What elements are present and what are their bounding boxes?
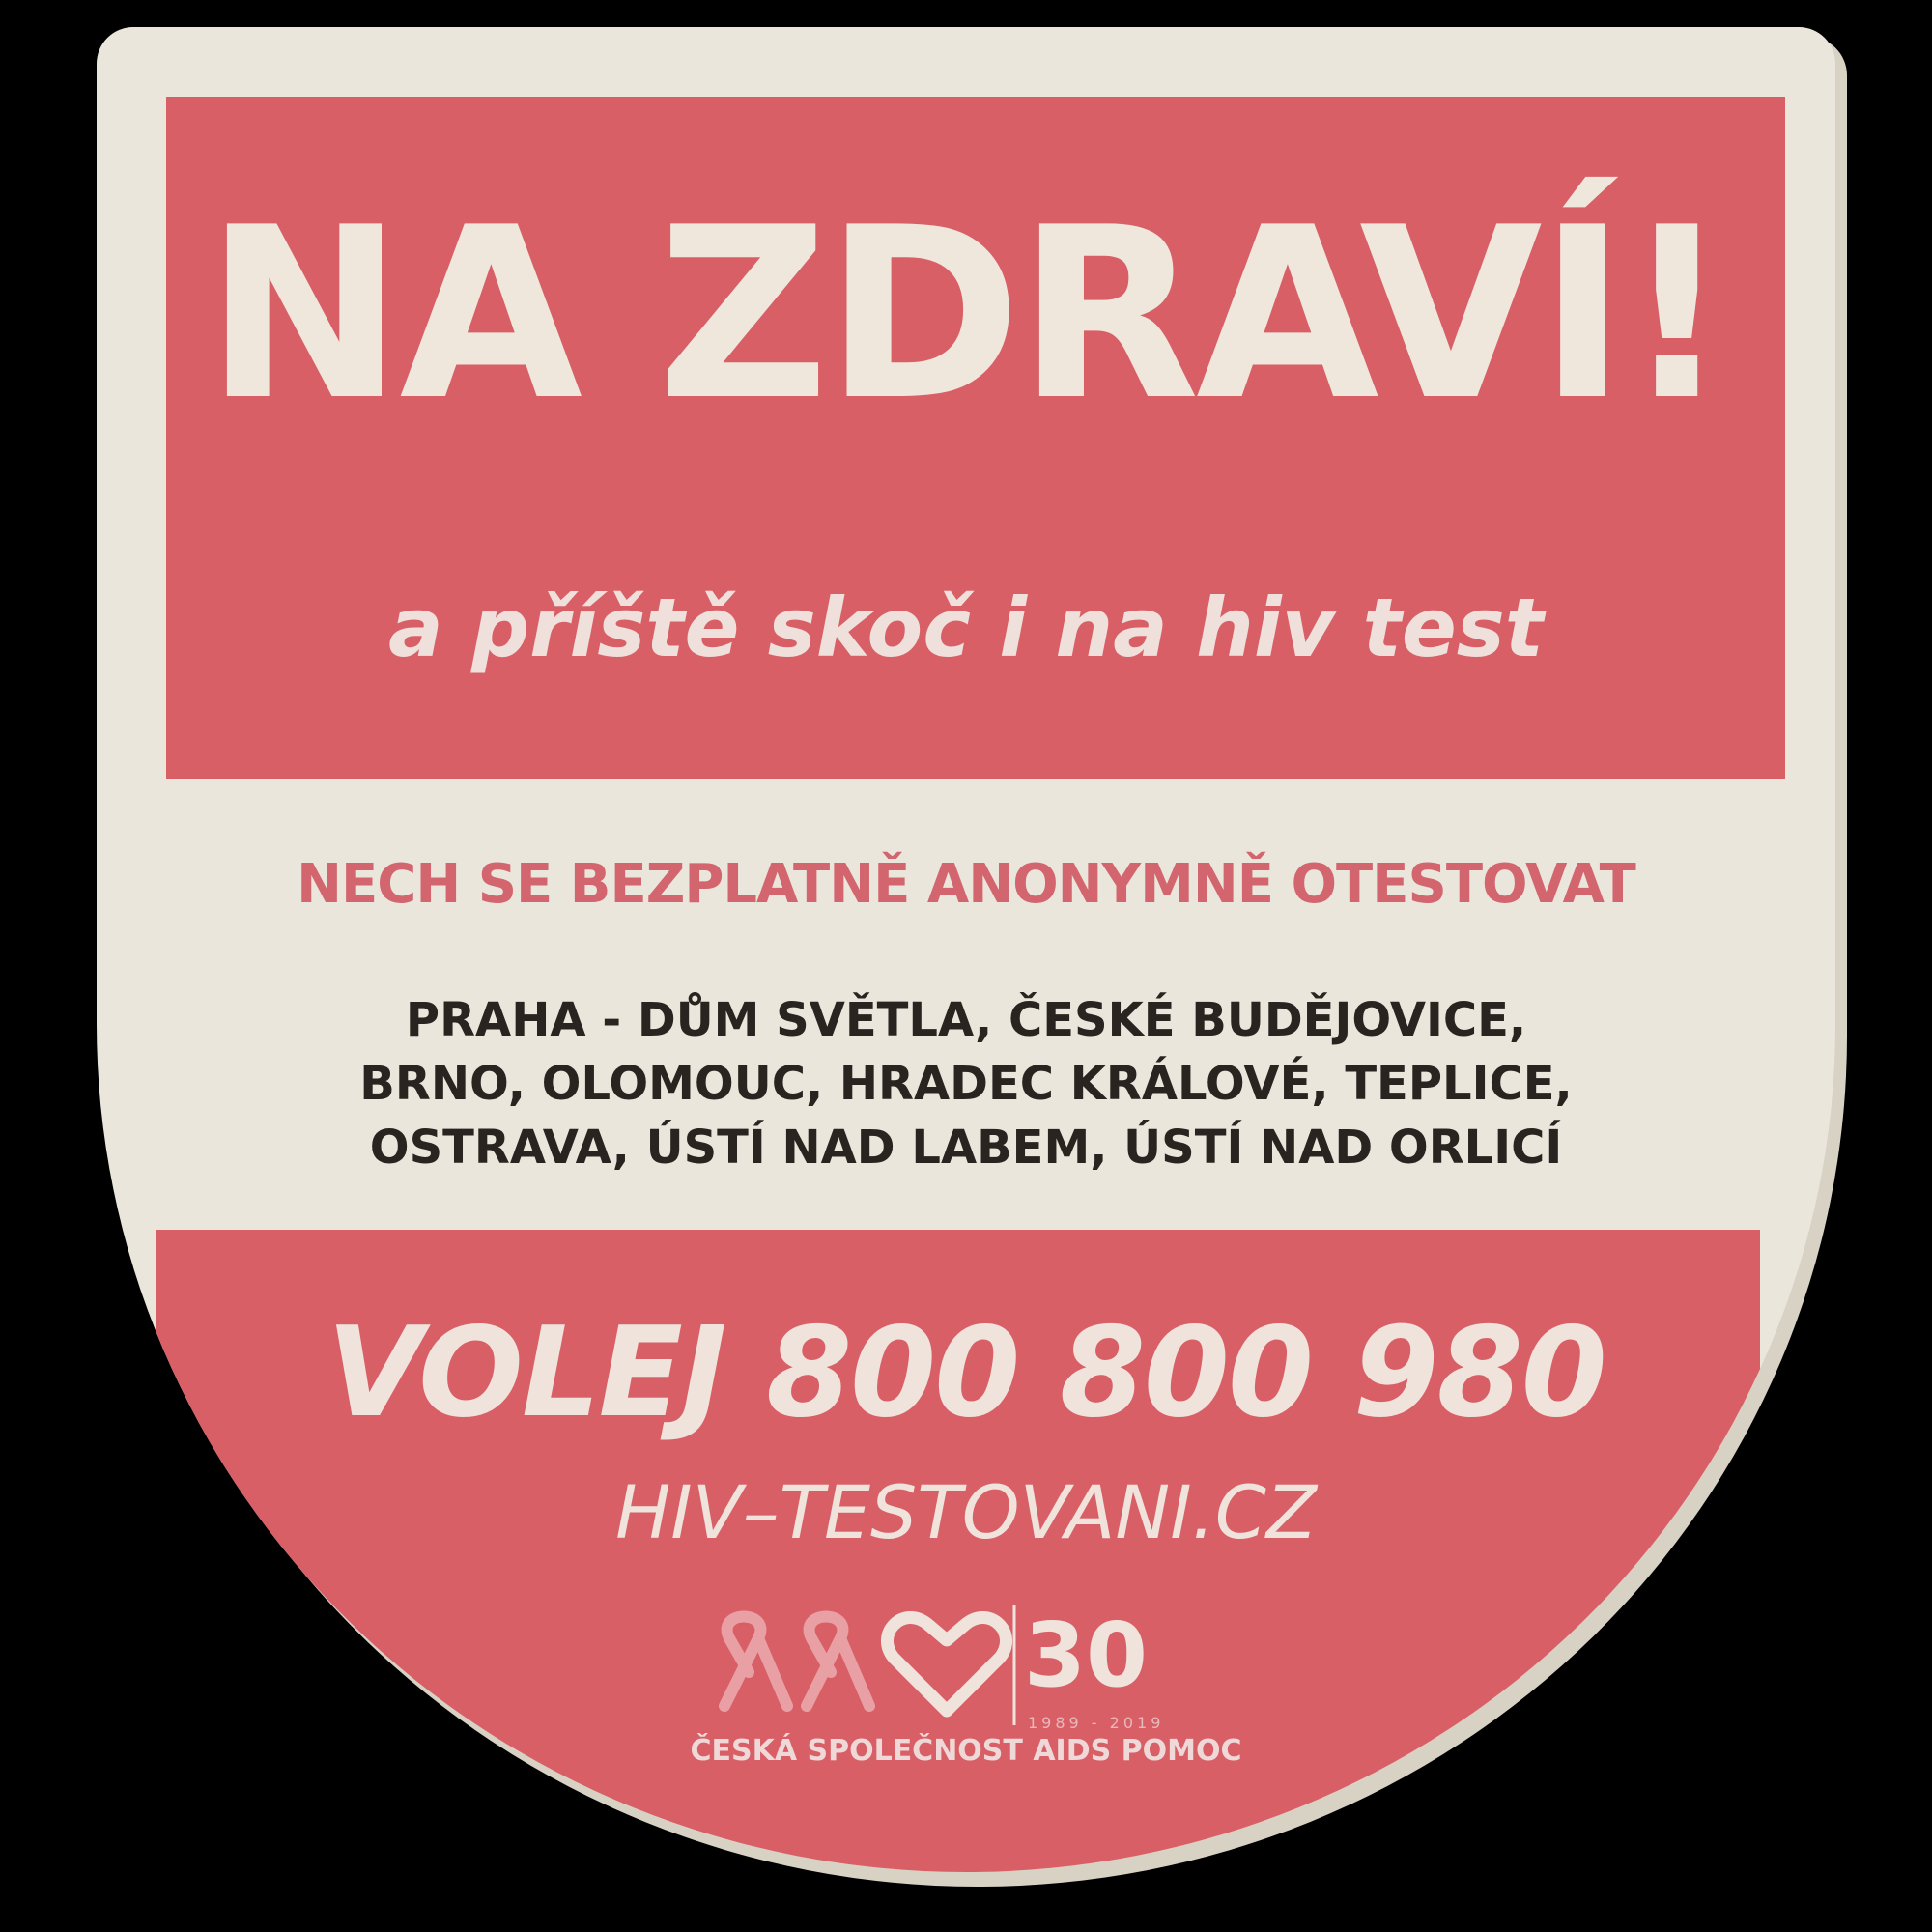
ribbon-icon — [807, 1617, 869, 1707]
city-list — [97, 988, 1835, 1179]
city-line: OSTRAVA, ÚSTÍ NAD LABEM, ÚSTÍ NAD ORLICÍ — [369, 1121, 1563, 1175]
call-to-action: NECH SE BEZPLATNĚ ANONYMNĚ OTESTOVAT — [297, 853, 1635, 916]
website-url: HIV–TESTOVANI.CZ — [615, 1469, 1317, 1555]
organization-name: ČESKÁ SPOLEČNOST AIDS POMOC — [690, 1734, 1242, 1768]
phone-number: VOLEJ 800 800 980 — [327, 1301, 1605, 1445]
ribbon-icon — [724, 1617, 787, 1707]
heart-icon — [887, 1617, 1006, 1711]
subheadline: a příště skoč i na hiv test — [388, 581, 1544, 675]
headline: NA ZDRAVÍ! — [205, 177, 1727, 452]
anniversary-number: 30 — [1024, 1604, 1149, 1707]
anniversary-years: 1989 - 2019 — [1028, 1714, 1165, 1732]
city-line: PRAHA - DŮM SVĚTLA, ČESKÉ BUDĚJOVICE, — [405, 993, 1527, 1047]
city-line: BRNO, OLOMOUC, HRADEC KRÁLOVÉ, TEPLICE, — [359, 1057, 1573, 1111]
logo-graphic — [696, 1590, 1024, 1735]
beer-coaster — [97, 27, 1835, 1872]
